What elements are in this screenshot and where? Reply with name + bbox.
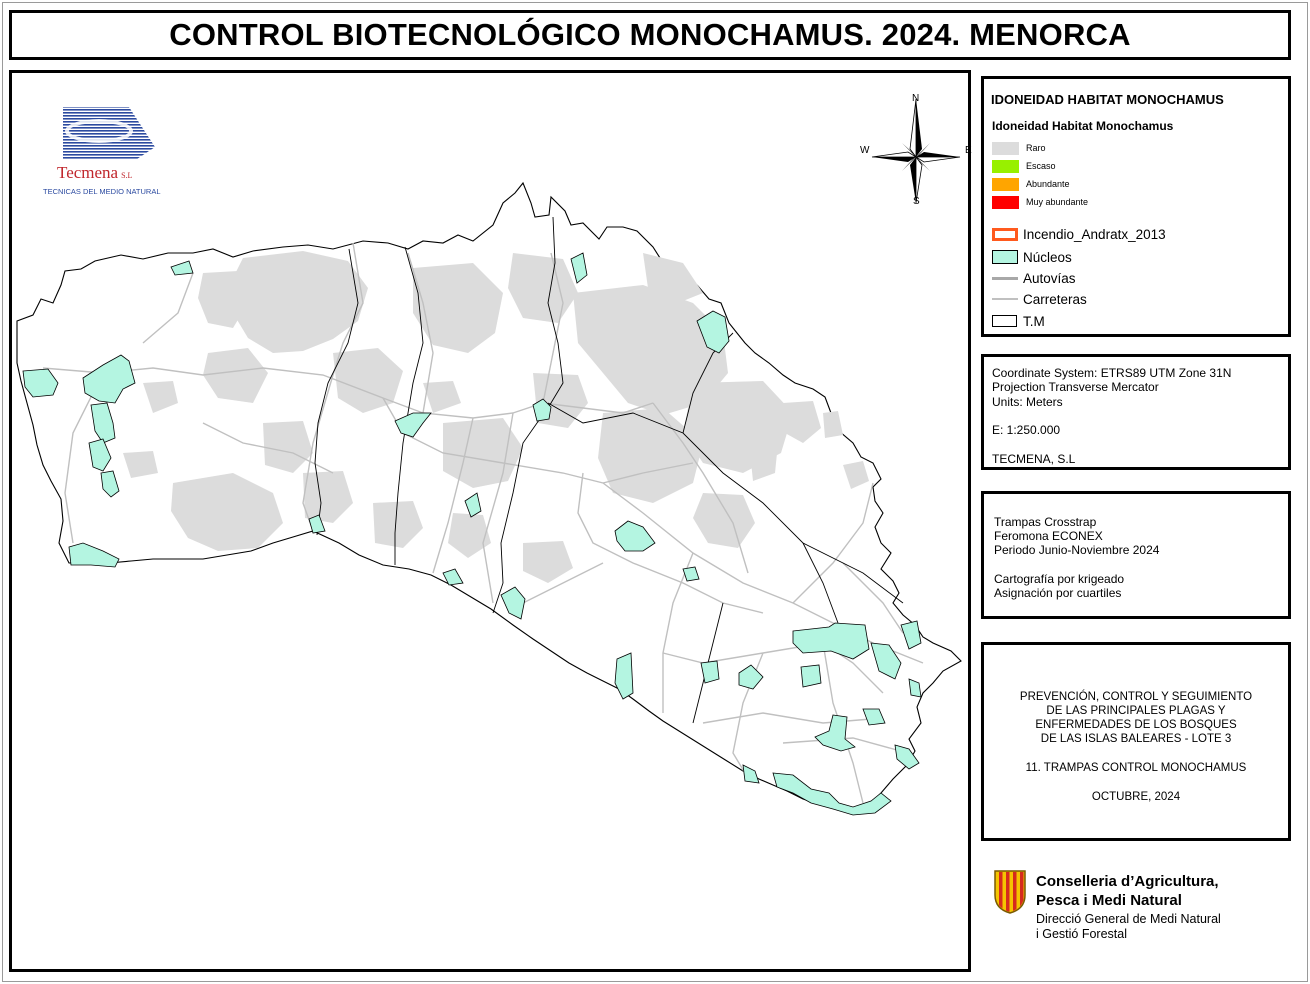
project-info-box	[981, 642, 1291, 841]
project-date: OCTUBRE, 2024	[1091, 791, 1181, 803]
legend-layer-autovias	[992, 269, 1076, 287]
compass-s: S	[913, 196, 920, 207]
legend-layer-label: Núcleos	[1023, 249, 1072, 265]
coord-system: Coordinate System: ETRS89 UTM Zone 31N	[992, 366, 1232, 380]
legend-class-abundante	[992, 177, 1070, 191]
map-author: TECMENA, S.L	[992, 452, 1076, 466]
gov-subtitle	[1036, 912, 1221, 942]
gov-title	[1036, 872, 1219, 910]
outline-icon	[992, 314, 1018, 328]
project-line-4: DE LAS ISLAS BALEARES - LOTE 3	[1040, 733, 1232, 745]
legend-class-label: Muy abundante	[1026, 197, 1089, 207]
trap-line-4: Cartografía por krigeado	[994, 572, 1125, 586]
thick-line-icon	[992, 271, 1018, 285]
legend-class-escaso	[992, 159, 1056, 173]
legend-layer-tm	[992, 312, 1045, 330]
legend-swatch	[992, 160, 1019, 173]
legend-box	[981, 76, 1291, 337]
tecmena-name-text: Tecmena	[57, 163, 119, 182]
legend-layer-carreteras	[992, 290, 1087, 308]
tecmena-subtitle: TECNICAS DEL MEDIO NATURAL	[43, 187, 161, 196]
legend-layer-incendio	[992, 225, 1166, 243]
legend-class-muy-abundante	[992, 195, 1088, 209]
legend-layer-nucleos	[992, 248, 1072, 266]
gov-line-2: Pesca i Medi Natural	[1036, 892, 1182, 909]
legend-class-raro	[992, 141, 1046, 155]
legend-class-label: Raro	[1026, 143, 1046, 153]
compass-w: W	[860, 145, 870, 156]
trap-line-2: Feromona ECONEX	[994, 529, 1103, 543]
map-scale: E: 1:250.000	[992, 423, 1061, 437]
trap-line-1: Trampas Crosstrap	[994, 515, 1097, 529]
legend-title: IDONEIDAD HABITAT MONOCHAMUS	[991, 92, 1224, 107]
trap-info-box	[981, 491, 1291, 619]
compass-rose-icon	[855, 93, 975, 208]
title-box	[9, 10, 1291, 60]
legend-swatch	[992, 142, 1019, 155]
conselleria-logo	[993, 869, 1283, 949]
compass-n: N	[912, 93, 920, 104]
fire-outline-icon	[992, 227, 1018, 241]
project-line-2: DE LAS PRINCIPALES PLAGAS Y	[1046, 705, 1226, 717]
coord-projection: Projection Transverse Mercator	[992, 380, 1159, 394]
legend-layer-label: Incendio_Andratx_2013	[1023, 226, 1166, 242]
map-title: CONTROL BIOTECNOLÓGICO MONOCHAMUS. 2024. MENORCA	[169, 17, 1131, 52]
gov-line-1: Conselleria d’Agricultura,	[1036, 873, 1219, 890]
coord-units: Units: Meters	[992, 395, 1063, 409]
polygon-fill-icon	[992, 250, 1018, 264]
legend-class-label: Escaso	[1026, 161, 1056, 171]
legend-layer-label: Carreteras	[1023, 291, 1087, 307]
thin-line-icon	[992, 292, 1018, 306]
gov-line-3: Direcció General de Medi Natural	[1036, 912, 1221, 926]
project-line-5: 11. TRAMPAS CONTROL MONOCHAMUS	[1025, 762, 1247, 774]
tecmena-suffix: S.L	[121, 171, 133, 180]
menorca-island	[17, 183, 961, 813]
tecmena-logo-icon	[33, 103, 173, 163]
north-arrow	[855, 93, 975, 208]
trap-line-5: Asignación por cuartiles	[994, 586, 1122, 600]
legend-subtitle: Idoneidad Habitat Monochamus	[992, 119, 1174, 133]
legend-layer-label: Autovías	[1023, 270, 1076, 286]
gov-line-4: i Gestió Forestal	[1036, 927, 1128, 941]
coordinate-info-box	[981, 354, 1291, 470]
legend-swatch	[992, 178, 1019, 191]
balearic-coat-of-arms-icon	[993, 869, 1027, 915]
legend-swatch	[992, 196, 1019, 209]
tecmena-name	[57, 163, 132, 183]
project-line-3: ENFERMEDADES DE LOS BOSQUES	[1035, 719, 1237, 731]
trap-line-3: Periodo Junio-Noviembre 2024	[994, 543, 1160, 557]
menorca-map[interactable]	[12, 73, 968, 969]
legend-class-label: Abundante	[1026, 179, 1070, 189]
tecmena-logo	[33, 103, 173, 201]
project-line-1: PREVENCIÓN, CONTROL Y SEGUIMIENTO	[1019, 691, 1253, 703]
map-frame[interactable]	[9, 70, 971, 972]
compass-e: E	[965, 145, 972, 156]
legend-layer-label: T.M	[1023, 313, 1045, 329]
